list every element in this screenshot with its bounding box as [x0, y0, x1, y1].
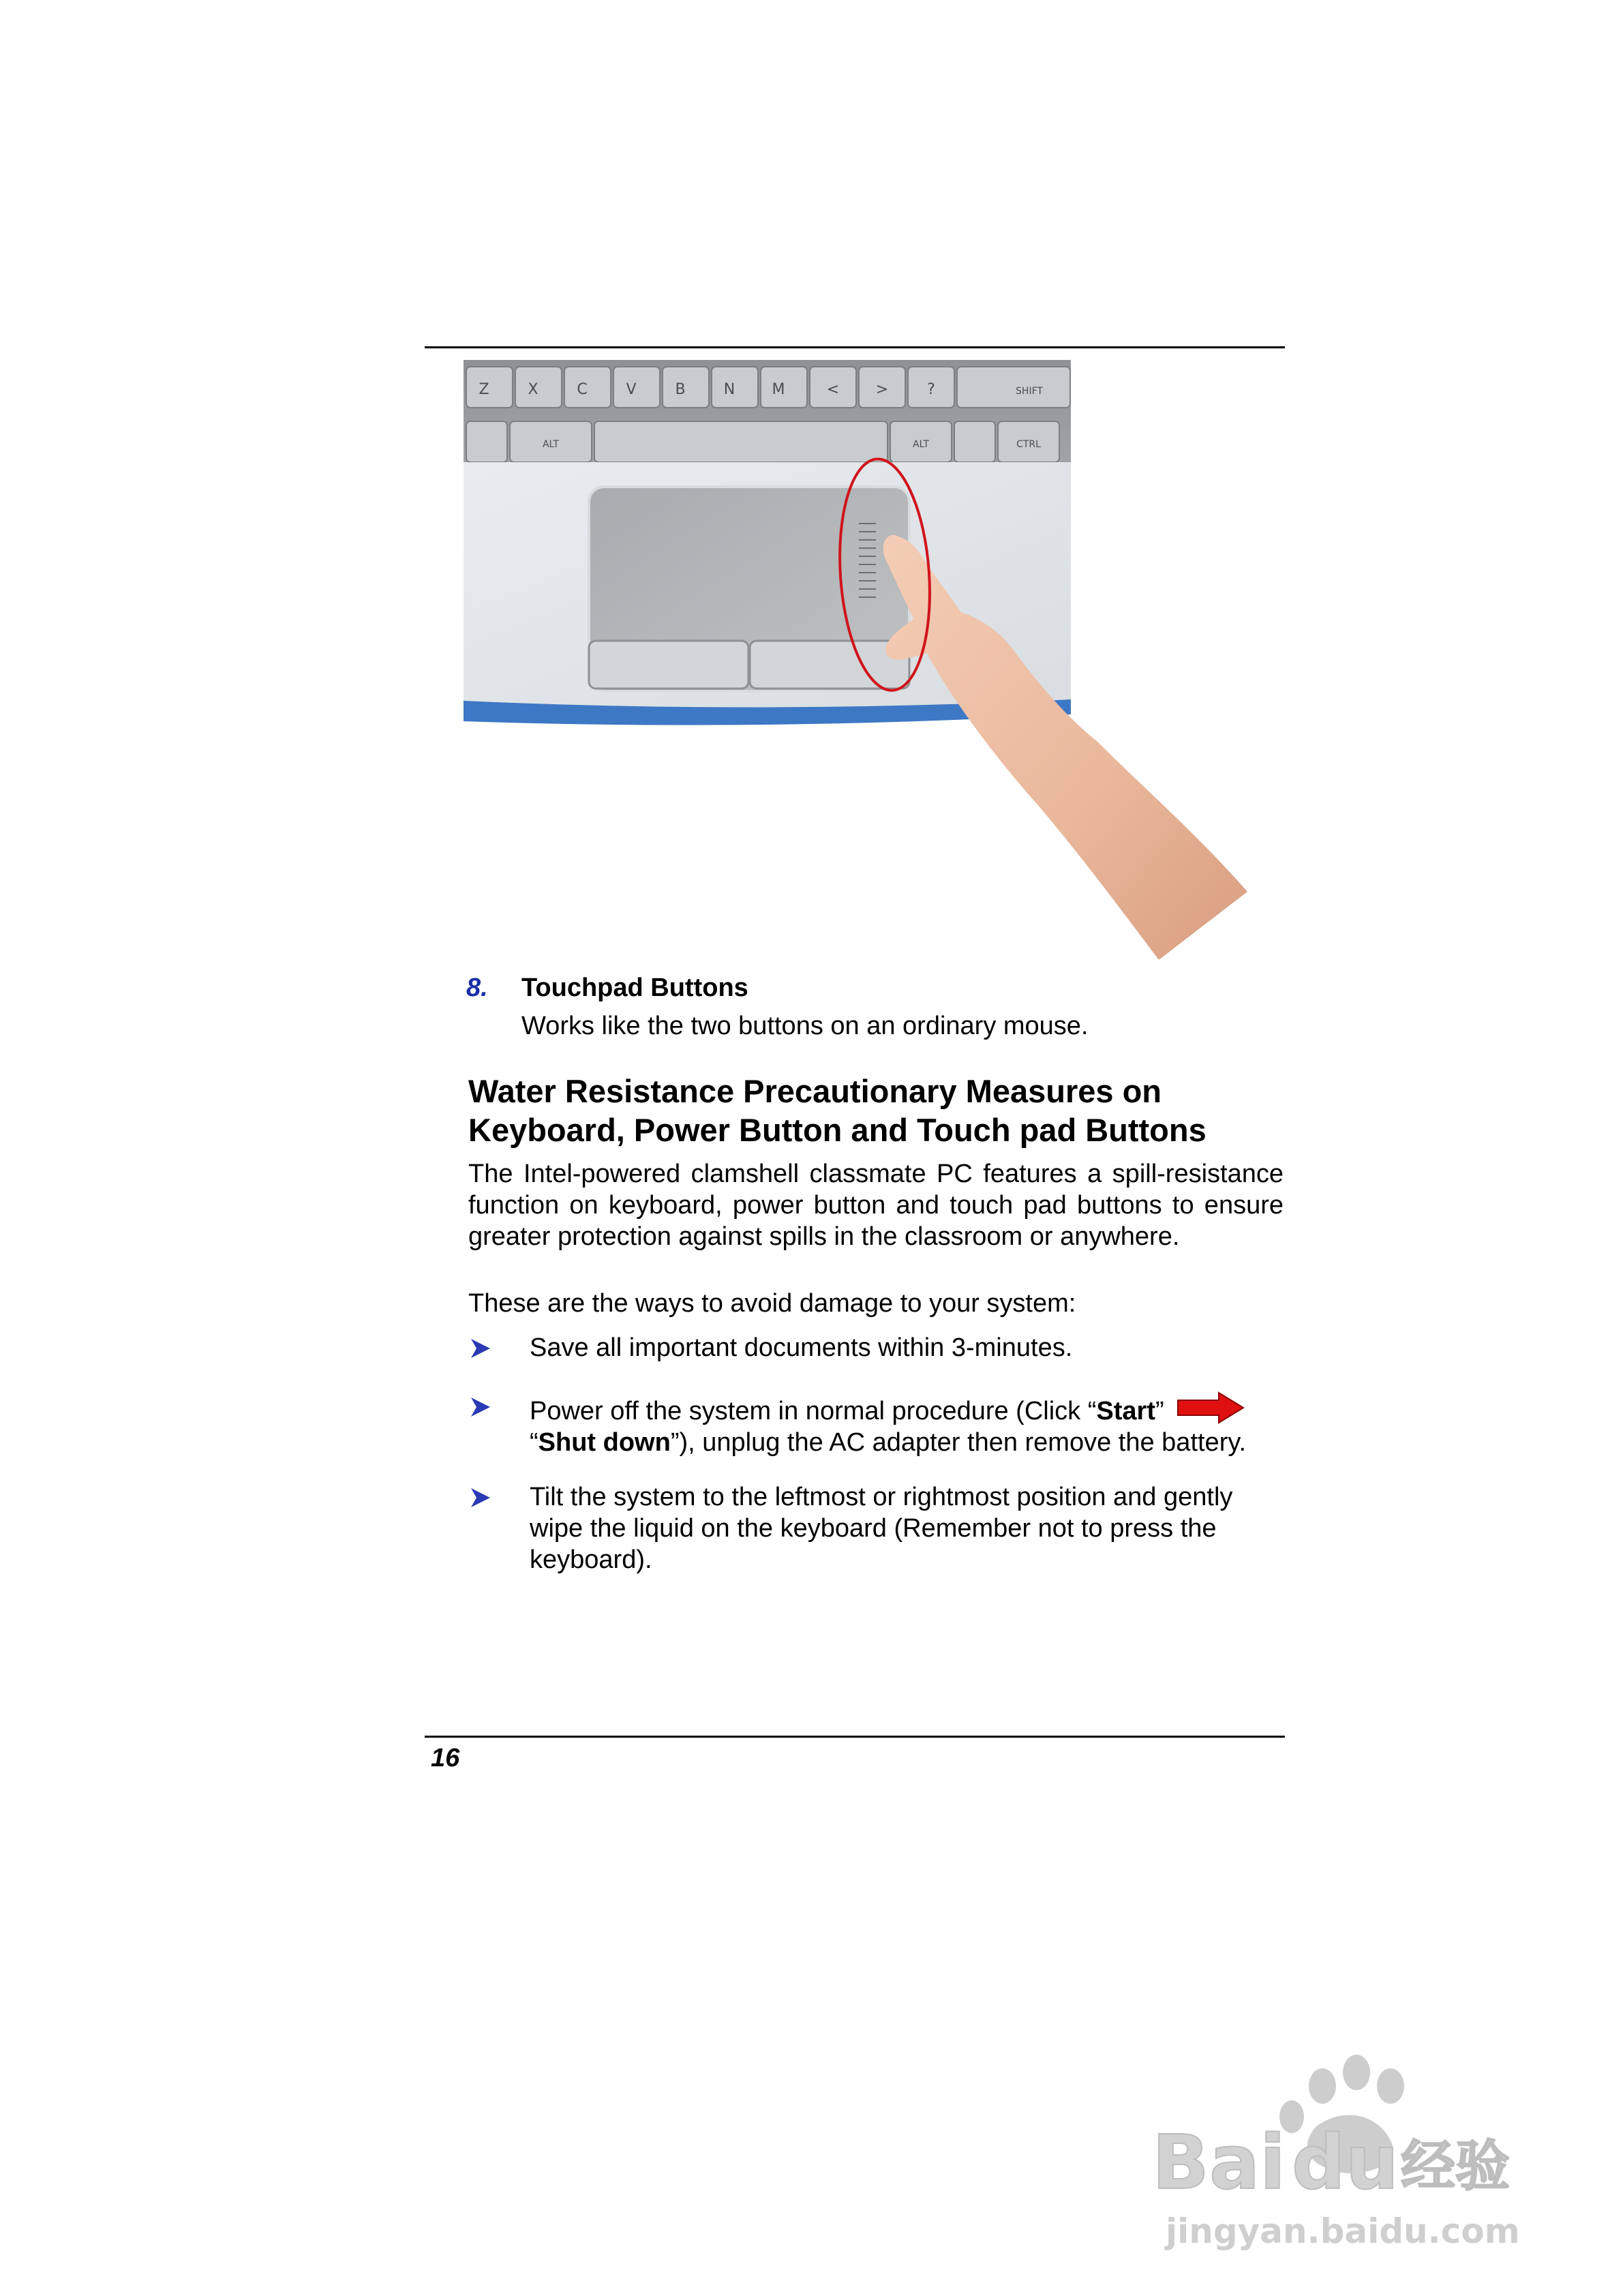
svg-text:SHIFT: SHIFT	[1016, 386, 1043, 397]
svg-text:经验: 经验	[1401, 2134, 1510, 2198]
svg-text:?: ?	[927, 381, 935, 398]
list-item-text: Tilt the system to the leftmost or rightmost position and gently wipe the liquid on the keyboard (Remember not to press the keyboard).	[530, 1483, 1233, 1574]
text-segment: ”), unplug the AC adapter then remove the battery.	[670, 1428, 1247, 1457]
svg-text:du: du	[1292, 2119, 1399, 2206]
svg-text:Bai: Bai	[1152, 2119, 1286, 2206]
arrow-bullet-icon	[468, 1336, 493, 1361]
svg-text:ALT: ALT	[912, 439, 930, 450]
footer-rule	[425, 1736, 1285, 1738]
svg-text:Z: Z	[479, 381, 489, 398]
shutdown-label: Shut down	[538, 1428, 671, 1457]
start-label: Start	[1096, 1397, 1155, 1425]
right-arrow-icon	[1177, 1391, 1245, 1425]
svg-text:X: X	[528, 381, 539, 398]
svg-text:>: >	[875, 381, 889, 398]
item-title: Touchpad Buttons	[521, 973, 748, 1002]
svg-text:CTRL: CTRL	[1016, 439, 1041, 450]
svg-text:M: M	[772, 381, 785, 398]
text-segment: ”	[1155, 1397, 1172, 1425]
svg-text:N: N	[723, 381, 735, 398]
list-item-text	[530, 1391, 1293, 1458]
list-intro: These are the ways to avoid damage to your system:	[468, 1289, 1076, 1318]
touchpad-photo	[464, 360, 1247, 973]
svg-text:V: V	[626, 381, 637, 398]
svg-text:C: C	[577, 381, 588, 398]
item-description: Works like the two buttons on an ordinary mouse.	[521, 1012, 1089, 1040]
item-number: 8.	[466, 973, 488, 1002]
svg-text:<: <	[826, 381, 840, 398]
list-item-text: Save all important documents within 3-minutes.	[530, 1333, 1073, 1362]
text-segment: “	[530, 1428, 539, 1457]
arrow-bullet-icon	[468, 1395, 493, 1419]
intro-paragraph: The Intel-powered clamshell classmate PC features a spill-resistance function on keyboard, power button and touch pad buttons to ensure greater protection against spills in the classroom or anywhere.	[468, 1160, 1284, 1251]
header-rule	[425, 346, 1285, 348]
page-number: 16	[431, 1744, 460, 1772]
arrow-bullet-icon	[468, 1485, 493, 1510]
svg-text:B: B	[675, 381, 686, 398]
svg-text:ALT: ALT	[542, 439, 560, 450]
baidu-watermark-logo	[1152, 2052, 1534, 2256]
svg-text:jingyan.baidu.com: jingyan.baidu.com	[1166, 2211, 1520, 2251]
section-heading: Water Resistance Precautionary Measures on Keyboard, Power Button and Touch pad Buttons	[468, 1073, 1207, 1148]
text-segment: Power off the system in normal procedure (Click “	[530, 1397, 1097, 1425]
